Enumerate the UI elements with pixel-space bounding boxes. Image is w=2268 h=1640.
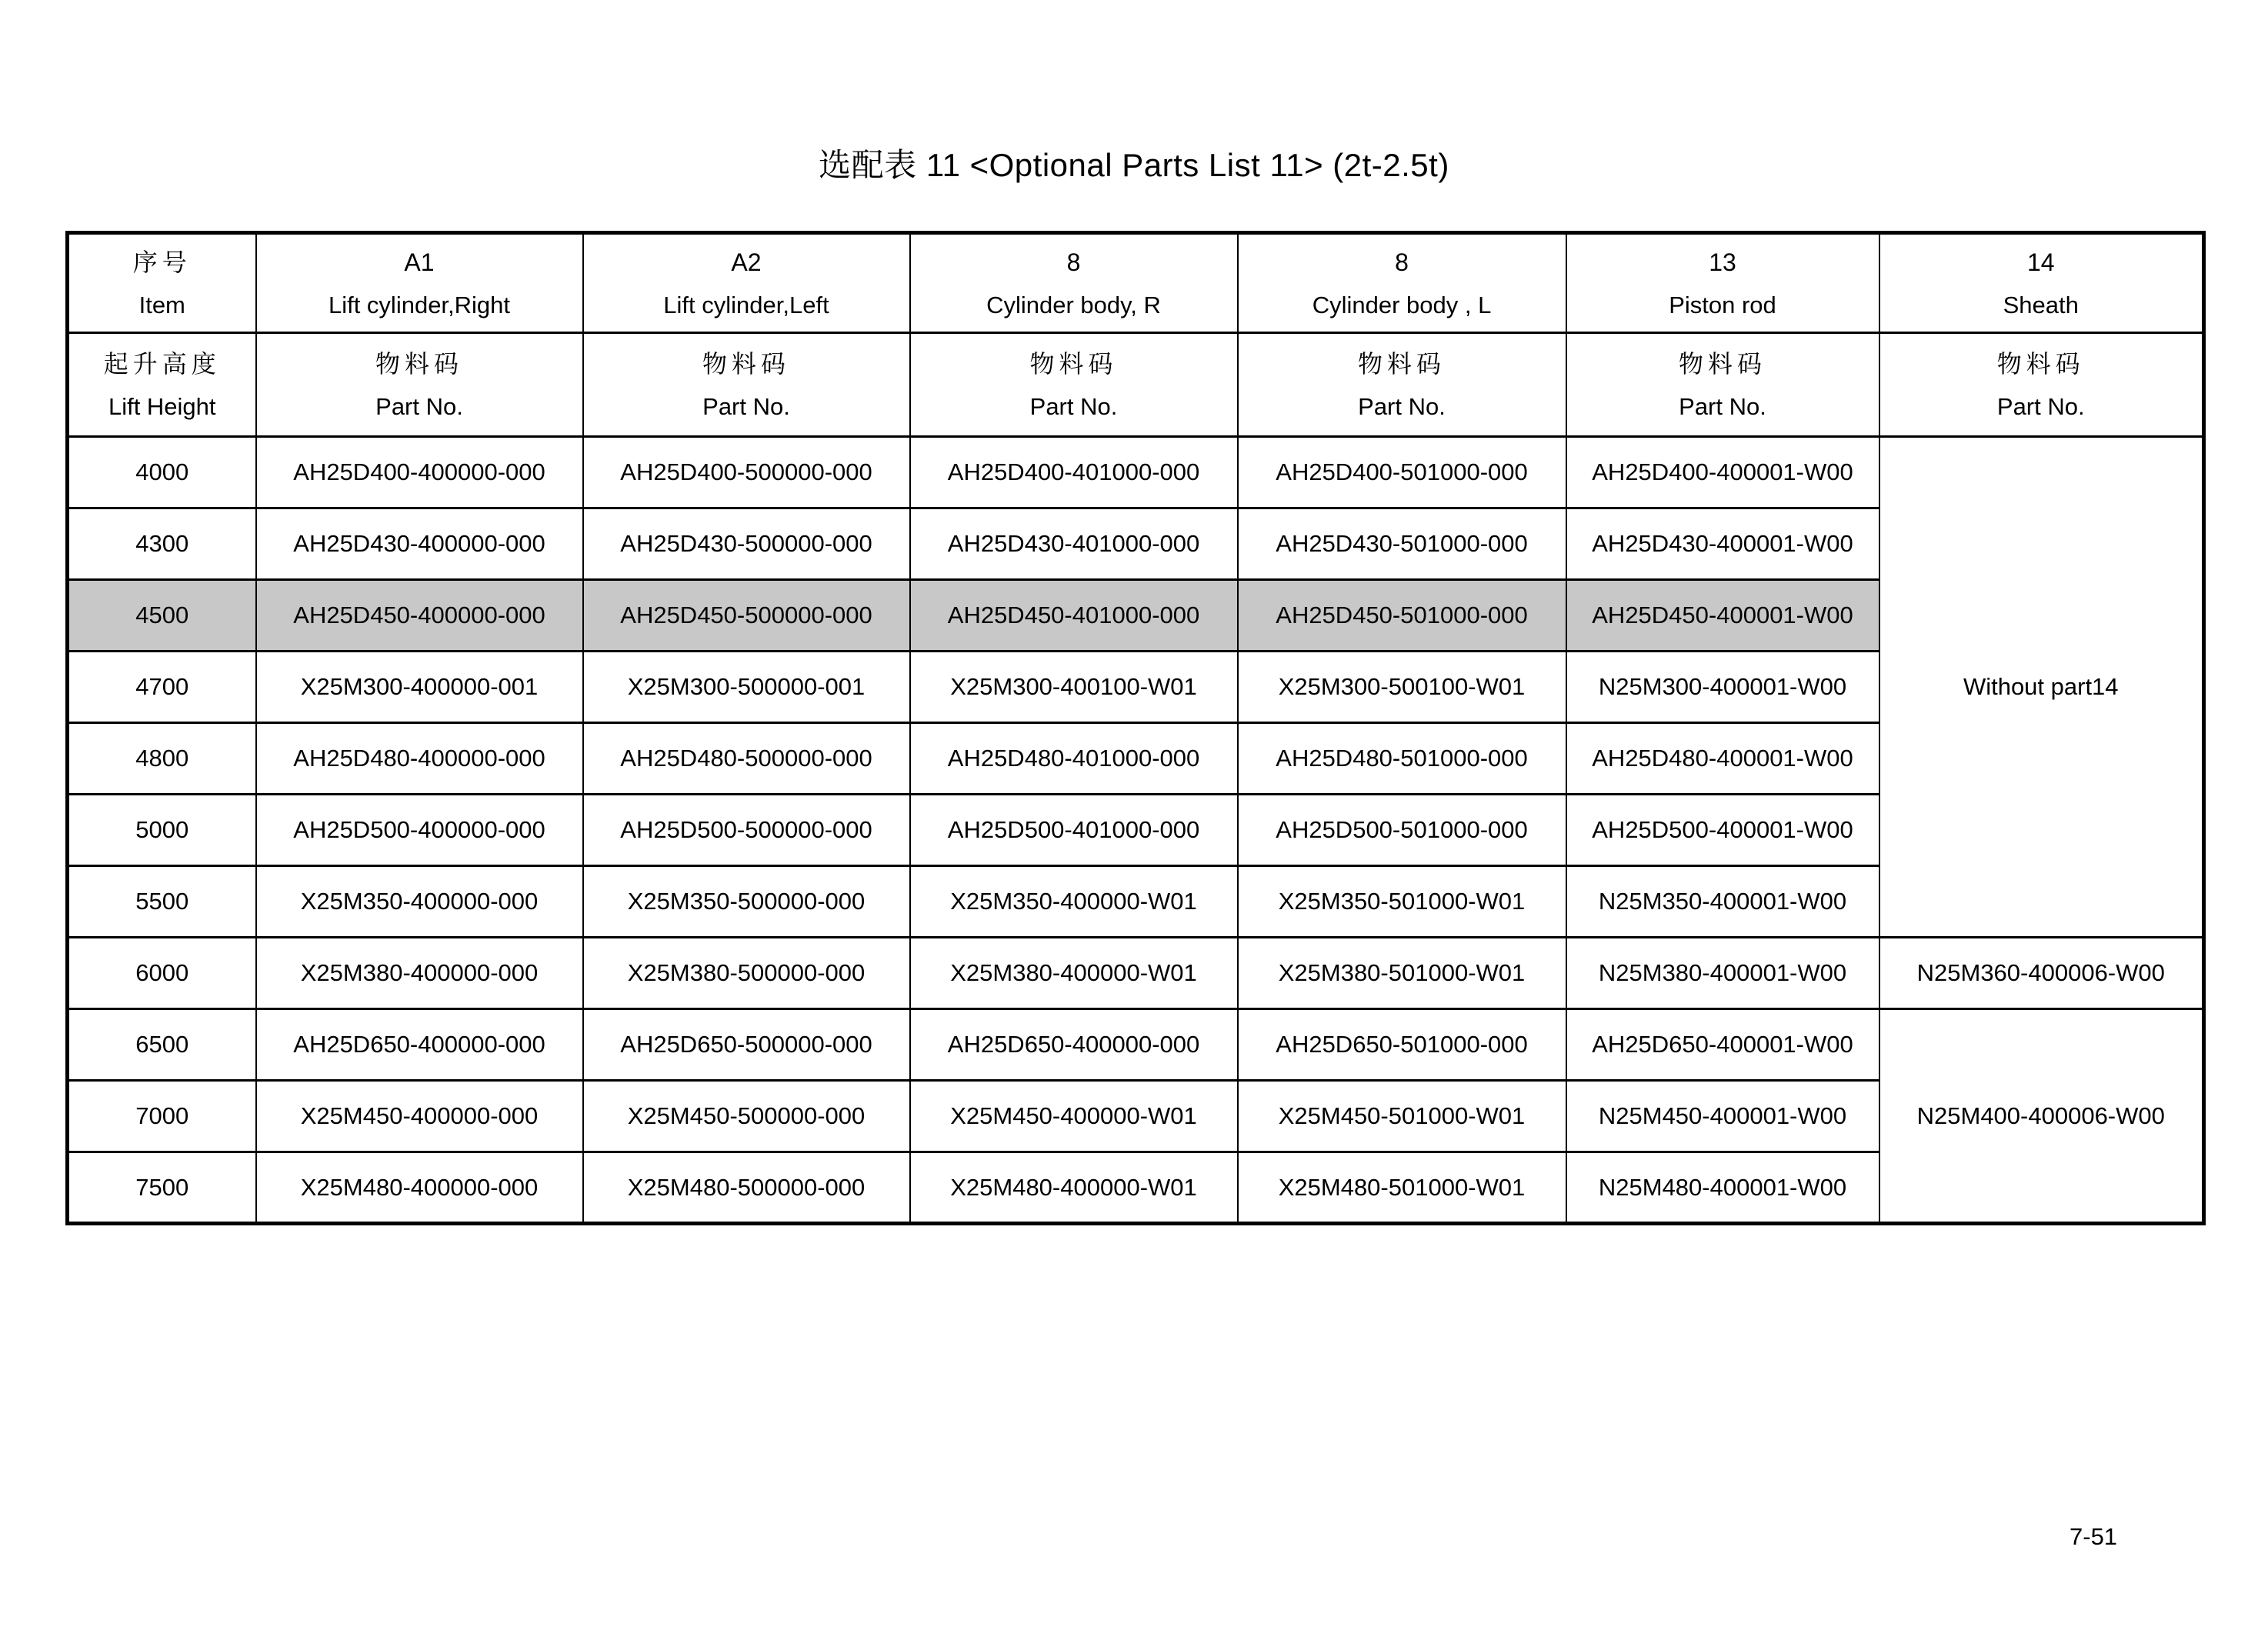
header-part-no <box>1879 333 2204 437</box>
header-col-a2-code: A2 <box>731 248 762 276</box>
header-col-body-l-name: Cylinder body , L <box>1312 291 1492 318</box>
header-col-a1 <box>256 233 583 333</box>
part-no-cell: X25M350-500000-000 <box>583 866 910 938</box>
lift-height-cell: 4500 <box>68 580 256 652</box>
header-part-no-en: Part No. <box>375 392 463 420</box>
sheath-merged-cell-without-part14: Without part14 <box>1879 437 2204 938</box>
lift-height-cell: 5500 <box>68 866 256 938</box>
lift-height-cell: 6500 <box>68 1009 256 1081</box>
header-item-cn: 序号 <box>132 248 192 276</box>
header-part-no-cn: 物料码 <box>1029 349 1118 378</box>
part-no-cell: X25M300-500000-001 <box>583 652 910 723</box>
part-no-cell: AH25D430-400001-W00 <box>1566 508 1879 580</box>
header-part-no-cn: 物料码 <box>1996 349 2085 378</box>
part-no-cell: AH25D400-501000-000 <box>1238 437 1566 508</box>
header-item-en: Item <box>138 291 185 318</box>
part-no-cell: AH25D480-400001-W00 <box>1566 723 1879 795</box>
part-no-cell: N25M380-400001-W00 <box>1566 938 1879 1009</box>
part-no-cell: AH25D450-401000-000 <box>910 580 1238 652</box>
part-no-cell: X25M380-500000-000 <box>583 938 910 1009</box>
header-part-no <box>910 333 1238 437</box>
part-no-cell: X25M350-501000-W01 <box>1238 866 1566 938</box>
header-part-no-en: Part No. <box>702 392 790 420</box>
header-part-no-en: Part No. <box>1679 392 1766 420</box>
part-no-cell: AH25D500-400001-W00 <box>1566 795 1879 866</box>
part-no-cell: N25M480-400001-W00 <box>1566 1152 1879 1224</box>
part-no-cell: X25M480-501000-W01 <box>1238 1152 1566 1224</box>
part-no-cell: X25M300-400000-001 <box>256 652 583 723</box>
header-lift-height <box>68 333 256 437</box>
header-part-no-cn: 物料码 <box>1357 349 1446 378</box>
part-no-cell: AH25D500-401000-000 <box>910 795 1238 866</box>
part-no-cell: N25M300-400001-W00 <box>1566 652 1879 723</box>
part-no-cell: N25M350-400001-W00 <box>1566 866 1879 938</box>
header-part-no-cn: 物料码 <box>702 349 790 378</box>
part-no-cell: N25M450-400001-W00 <box>1566 1081 1879 1152</box>
lift-height-cell: 5000 <box>68 795 256 866</box>
header-col-body-l <box>1238 233 1566 333</box>
part-no-cell: AH25D650-400000-000 <box>256 1009 583 1081</box>
header-lift-height-cn: 起升高度 <box>103 349 221 378</box>
header-part-no <box>256 333 583 437</box>
part-no-cell: AH25D650-400001-W00 <box>1566 1009 1879 1081</box>
part-no-cell: X25M380-501000-W01 <box>1238 938 1566 1009</box>
part-no-cell: X25M450-501000-W01 <box>1238 1081 1566 1152</box>
lift-height-cell: 4000 <box>68 437 256 508</box>
part-no-cell: X25M380-400000-W01 <box>910 938 1238 1009</box>
header-col-body-r-name: Cylinder body, R <box>986 291 1161 318</box>
header-part-no-en: Part No. <box>1358 392 1446 420</box>
table-row <box>68 1009 2204 1081</box>
header-lift-height-en: Lift Height <box>108 392 216 420</box>
header-col-a2 <box>583 233 910 333</box>
part-no-cell: AH25D430-500000-000 <box>583 508 910 580</box>
header-col-piston <box>1566 233 1879 333</box>
header-col-a1-name: Lift cylinder,Right <box>328 291 511 318</box>
part-no-cell: AH25D400-500000-000 <box>583 437 910 508</box>
part-no-cell: AH25D430-501000-000 <box>1238 508 1566 580</box>
sheath-cell-6000: N25M360-400006-W00 <box>1879 938 2204 1009</box>
sheath-merged-cell-n25m400: N25M400-400006-W00 <box>1879 1009 2204 1224</box>
part-no-cell: AH25D450-500000-000 <box>583 580 910 652</box>
part-no-cell: AH25D450-501000-000 <box>1238 580 1566 652</box>
part-no-cell: X25M480-500000-000 <box>583 1152 910 1224</box>
header-col-piston-name: Piston rod <box>1669 291 1776 318</box>
part-no-cell: X25M480-400000-W01 <box>910 1152 1238 1224</box>
page-title: 选配表 11 <Optional Parts List 11> (2t-2.5t) <box>819 147 1449 183</box>
part-no-cell: X25M350-400000-000 <box>256 866 583 938</box>
header-part-no-en: Part No. <box>1996 392 2085 420</box>
part-no-cell: AH25D480-500000-000 <box>583 723 910 795</box>
table-row <box>68 437 2204 508</box>
header-part-no <box>583 333 910 437</box>
part-no-cell: AH25D480-400000-000 <box>256 723 583 795</box>
part-no-cell: AH25D650-501000-000 <box>1238 1009 1566 1081</box>
part-no-cell: AH25D430-400000-000 <box>256 508 583 580</box>
part-no-cell: AH25D480-401000-000 <box>910 723 1238 795</box>
part-no-cell: X25M300-400100-W01 <box>910 652 1238 723</box>
header-col-a1-code: A1 <box>404 248 435 276</box>
lift-height-cell: 4700 <box>68 652 256 723</box>
part-no-cell: AH25D500-500000-000 <box>583 795 910 866</box>
part-no-cell: AH25D650-500000-000 <box>583 1009 910 1081</box>
header-col-sheath-code: 14 <box>2026 248 2055 276</box>
optional-parts-table <box>65 231 2206 1225</box>
lift-height-cell: 6000 <box>68 938 256 1009</box>
part-no-cell: X25M450-400000-000 <box>256 1081 583 1152</box>
part-no-cell: X25M480-400000-000 <box>256 1152 583 1224</box>
header-col-piston-code: 13 <box>1709 248 1736 276</box>
header-col-a2-name: Lift cylinder,Left <box>663 291 829 318</box>
header-part-no-cn: 物料码 <box>1678 349 1766 378</box>
header-col-sheath <box>1879 233 2204 333</box>
part-no-cell: AH25D480-501000-000 <box>1238 723 1566 795</box>
part-no-cell: AH25D400-401000-000 <box>910 437 1238 508</box>
header-row-2 <box>68 333 2204 437</box>
part-no-cell: AH25D500-501000-000 <box>1238 795 1566 866</box>
header-col-sheath-name: Sheath <box>2003 291 2079 318</box>
header-col-body-l-code: 8 <box>1395 248 1409 276</box>
part-no-cell: AH25D400-400001-W00 <box>1566 437 1879 508</box>
part-no-cell: AH25D450-400000-000 <box>256 580 583 652</box>
part-no-cell: X25M380-400000-000 <box>256 938 583 1009</box>
table-row <box>68 938 2204 1009</box>
lift-height-cell: 4300 <box>68 508 256 580</box>
part-no-cell: X25M450-500000-000 <box>583 1081 910 1152</box>
header-part-no-en: Part No. <box>1029 392 1118 420</box>
part-no-cell: AH25D650-400000-000 <box>910 1009 1238 1081</box>
lift-height-cell: 4800 <box>68 723 256 795</box>
header-part-no <box>1566 333 1879 437</box>
header-part-no-cn: 物料码 <box>375 349 463 378</box>
header-part-no <box>1238 333 1566 437</box>
header-item <box>68 233 256 333</box>
header-row-1 <box>68 233 2204 333</box>
part-no-cell: X25M450-400000-W01 <box>910 1081 1238 1152</box>
part-no-cell: AH25D450-400001-W00 <box>1566 580 1879 652</box>
header-col-body-r-code: 8 <box>1066 248 1081 276</box>
part-no-cell: AH25D400-400000-000 <box>256 437 583 508</box>
header-col-body-r <box>910 233 1238 333</box>
lift-height-cell: 7000 <box>68 1081 256 1152</box>
part-no-cell: AH25D430-401000-000 <box>910 508 1238 580</box>
lift-height-cell: 7500 <box>68 1152 256 1224</box>
page-number: 7-51 <box>2070 1523 2118 1550</box>
part-no-cell: AH25D500-400000-000 <box>256 795 583 866</box>
part-no-cell: X25M300-500100-W01 <box>1238 652 1566 723</box>
part-no-cell: X25M350-400000-W01 <box>910 866 1238 938</box>
